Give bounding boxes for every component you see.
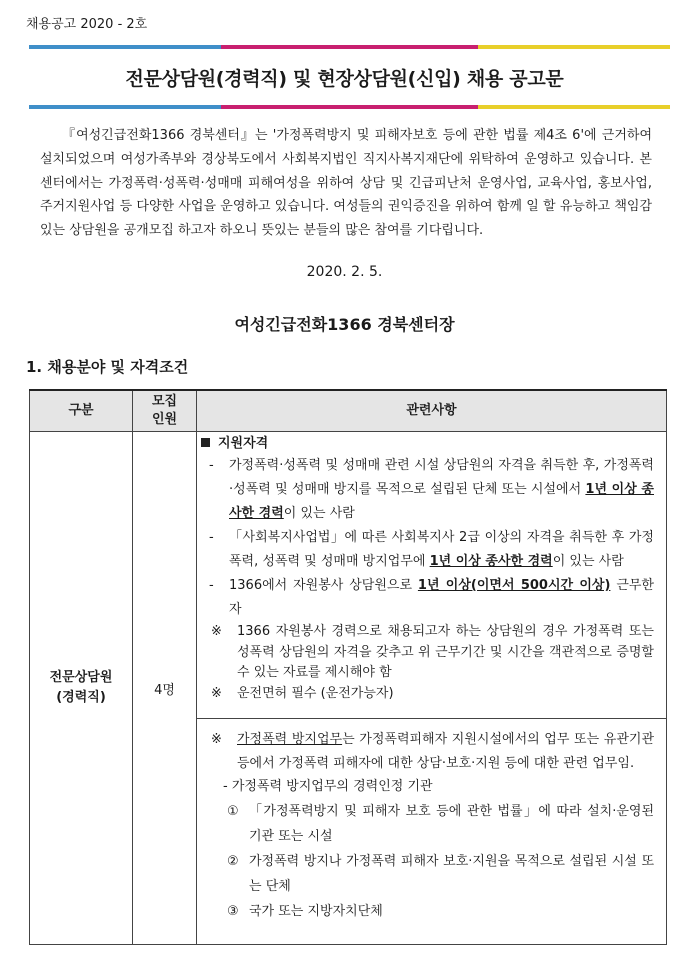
table-row bbox=[30, 432, 667, 945]
qualification-note-1: ※ 1366 자원봉사 경력으로 채용되고자 하는 상담원의 경우 가정폭력 또는 성폭력 상담원의 자격을 갖추고 위 근무기간 및 시간을 객관적으로 증명할 수 있는 자료를 제시해야 함 bbox=[211, 624, 654, 680]
document-title: 전문상담원(경력직) 및 현장상담원(신입) 채용 공고문 bbox=[125, 68, 564, 90]
institution-item: ③ 국가 또는 지방자치단체 bbox=[227, 904, 383, 919]
definition-box bbox=[197, 718, 666, 944]
square-bullet-icon bbox=[201, 438, 210, 447]
qualification-heading: 지원자격 bbox=[201, 434, 654, 454]
intro-paragraph: 『여성긴급전화1366 경북센터』는 '가정폭력방지 및 피해자보호 등에 관한 법률 제4조 6'에 근거하여 설치되었으며 여성가족부와 경상북도에서 사회복지법인 직지사복지재단에 위탁하여 운영하고 있습니다. 본 센터에서는 가정폭력·성폭력·성매매 피해여성을 위하여 상담 및 긴급피난처 운영사업, 교육사업, 홍보사업, 주거지원사업 등 다양한 사업을 운영하고 있습니다. 여성들의 권익증진을 위하여 함께 일 할 유능하고 책임감 있는 상담원을 공개모집 하고자 하오니 뜻있는 분들의 많은 참여를 기다립니다. bbox=[40, 128, 652, 239]
category-cell: 전문상담원 (경력직) bbox=[30, 432, 133, 945]
details-cell bbox=[197, 432, 667, 945]
color-band-top bbox=[29, 45, 670, 49]
header-details: 관련사항 bbox=[197, 390, 667, 432]
qualification-item-2: - 「사회복지사업법」에 따른 사회복지사 2급 이상의 자격을 취득한 후 가정폭력, 성폭력 및 성매매 방지업무에 1년 이상 종사한 경력이 있는 사람 bbox=[209, 530, 654, 569]
qualification-note-2: ※ 운전면허 필수 (운전가능자) bbox=[211, 685, 394, 701]
institution-heading: - 가정폭력 방지업무의 경력인정 기관 bbox=[223, 779, 433, 794]
header-category: 구분 bbox=[30, 390, 133, 432]
color-band-bottom bbox=[29, 105, 670, 109]
recruitment-table bbox=[29, 389, 667, 945]
count-cell: 4명 bbox=[133, 432, 197, 945]
institution-item: ② 가정폭력 방지나 가정폭력 피해자 보호·지원을 목적으로 설립된 시설 또는 단체 bbox=[227, 854, 654, 894]
qualification-box bbox=[197, 432, 666, 718]
definition-note: ※ 가정폭력 방지업무는 가정폭력피해자 지원시설에서의 업무 또는 유관기관 등에서 가정폭력 피해자에 대한 상담·보호·지원 등에 대한 관련 업무임. bbox=[211, 732, 654, 771]
institution-item: ① 「가정폭력방지 및 피해자 보호 등에 관한 법률」에 따라 설치·운영된 기관 또는 시설 bbox=[227, 804, 654, 844]
qualification-item-3: - 1366에서 자원봉사 상담원으로 1년 이상(이면서 500시간 이상) 근무한자 bbox=[209, 578, 654, 617]
header-count: 모집 인원 bbox=[133, 390, 197, 432]
section-title: 1. 채용분야 및 자격조건 bbox=[26, 358, 189, 376]
document-number: 채용공고 2020 - 2호 bbox=[26, 17, 148, 32]
table-header-row bbox=[30, 390, 667, 432]
organization-name: 여성긴급전화1366 경북센터장 bbox=[234, 315, 455, 334]
qualification-item-1: - 가정폭력·성폭력 및 성매매 관련 시설 상담원의 자격을 취득한 후, 가정폭력·성폭력 및 성매매 방지를 목적으로 설립된 단체 또는 시설에서 1년 이상 종사한 경력이 있는 사람 bbox=[209, 458, 654, 521]
announcement-date: 2020. 2. 5. bbox=[306, 264, 383, 280]
